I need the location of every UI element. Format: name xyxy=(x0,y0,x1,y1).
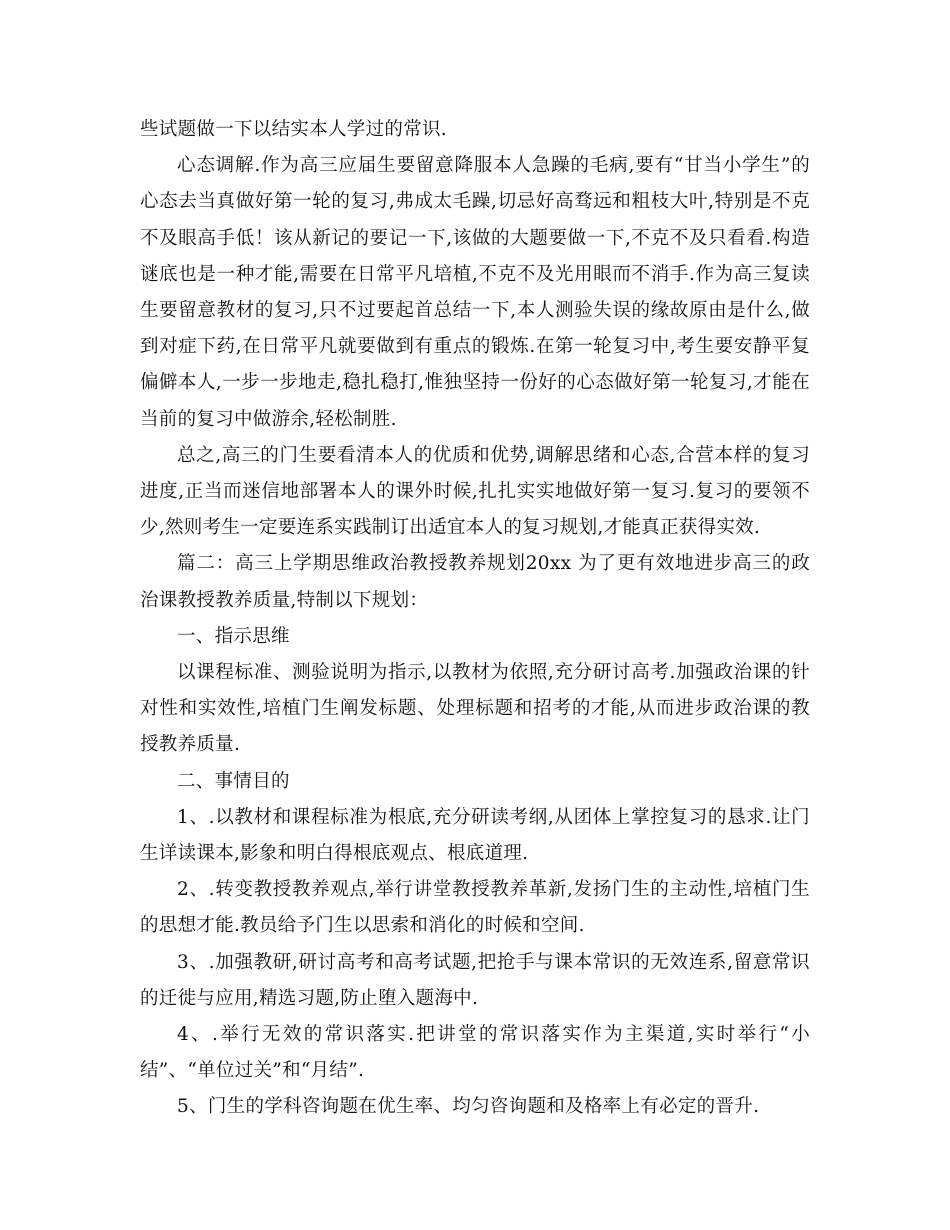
heading-work-goals: 二、事情目的 xyxy=(177,770,290,792)
list-item-goal-2: 2、.转变教授教养观点,举行讲堂教授教养革新,发扬门生的主动性,培植门生的思想才能.教员给予门生以思索和消化的时候和空间. xyxy=(140,879,810,937)
list-item-goal-3: 3、.加强教研,研讨高考和高考试题,把抢手与课本常识的无效连系,留意常识的迁徙与应用,精选习题,防止堕入题海中. xyxy=(140,951,810,1009)
paragraph-summary: 总之,高三的门生要看清本人的优质和优势,调解思绪和心态,合营本样的复习进度,正当而迷信地部署本人的课外时候,扎扎实实地做好第一复习.复习的要领不少,然则考生一定要连系实践制订出适宜本人的复习规划,才能真正获得实效. xyxy=(140,444,810,539)
list-item-goal-4: 4、.举行无效的常识落实.把讲堂的常识落实作为主渠道,实时举行“小结”、“单位过关”和“月结”. xyxy=(140,1024,810,1082)
paragraph-continuation: 些试题做一下以结实本人学过的常识. xyxy=(140,119,447,140)
paragraph-section-two-intro: 篇二：高三上学期思维政治教授教养规划20xx 为了更有效地进步高三的政治课教授教养质量,特制以下规划： xyxy=(140,553,810,611)
paragraph-guiding-thought: 以课程标准、测验说明为指示,以教材为依照,充分研讨高考.加强政治课的针对性和实效性,培植门生阐发标题、处理标题和招考的才能,从而进步政治课的教授教养质量. xyxy=(140,662,810,756)
heading-guiding-thought: 一、指示思维 xyxy=(177,625,290,647)
list-item-goal-5: 5、门生的学科咨询题在优生率、均匀咨询题和及格率上有必定的晋升. xyxy=(177,1096,760,1118)
list-item-goal-1: 1、.以教材和课程标准为根底,充分研读考纲,从团体上掌控复习的恳求.让门生详读课本,影象和明白得根底观点、根底道理. xyxy=(140,806,810,865)
paragraph-mindset: 心态调解.作为高三应届生要留意降服本人急躁的毛病,要有“甘当小学生”的心态去当真做好第一轮的复习,弗成太毛躁,切忌好高骛远和粗枝大叶,特别是不克不及眼高手低！该从新记的要记一下,该做的大题要做一下,不克不及只看看.构造谜底也是一种才能,需要在日常平凡培植,不克不及光用眼而不消手.作为高三复读生要留意教材的复习,只不过要起首总结一下,本人测验失误的缘故原由是什么,做到对症下药,在日常平凡就要做到有重点的锻炼.在第一轮复习中,考生要安静平复偏僻本人,一步一步地走,稳扎稳打,惟独坚持一份好的心态做好第一轮复习,才能在当前的复习中做游余,轻松制胜. xyxy=(140,155,810,430)
